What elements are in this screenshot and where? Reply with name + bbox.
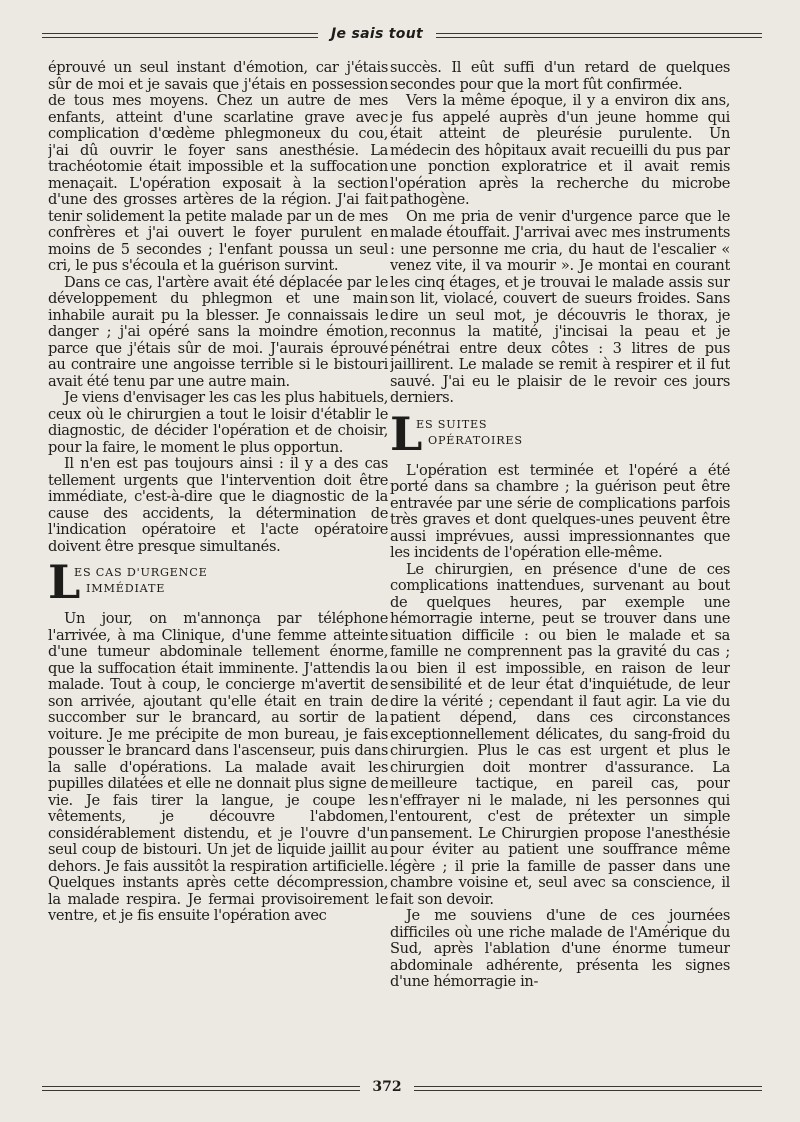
paragraph: Il n'en est pas toujours ainsi : il y a des cas tellement urgents que l'intervention doit être immédiate, c'est-à-dire que le diagnostic de la cause des accidents, la détermination de l'indication opératoire et l'acte opératoire doivent être presque simultanés. [48,455,388,555]
paragraph: Un jour, on m'annonça par téléphone l'arrivée, à ma Clinique, d'une femme atteinte d'une tumeur abdominale tellement énorme, que la suffocation était imminente. J'attendis la malade. Tout à coup, le concierge m'avertit de son arrivée, ajoutant qu'elle était en train de succomber sur le brancard, au sortir de la voiture. Je me précipite de mon bureau, je fais pousser le brancard dans l'ascenseur, puis dans la salle d'opérations. La malade avait les pupilles dilatées et elle ne donnait plus signe de vie. Je fais tirer la langue, je coupe les vêtements, je découvre l'abdomen, considérablement distendu, et je l'ouvre d'un seul coup de bistouri. Un jet de liquide jaillit au dehors. Je fais aussitôt la respiration artificielle. Quelques instants après cette décompression, la malade respira. Je fermai provisoirement le ventre, et je fis ensuite l'opération avec [48,610,388,924]
paragraph: Je me souviens d'une de ces journées difficiles où une riche malade de l'Amérique du Sud, après l'ablation d'une énorme tumeur abdominale adhérente, présenta les signes d'une hémorragie in- [390,907,730,990]
paragraph: On me pria de venir d'urgence parce que le malade étouffait. J'arrivai avec mes instruments : une personne me cria, du haut de l'escalier « venez vite, il va mourir ». Je montai en courant les cinq étages, et je trouvai le malade assis sur son lit, violacé, couvert de sueurs froides. Sans dire un seul mot, je découvris le thorax, je reconnus la matité, j'incisai la peau et je pénétrai entre deux côtes : 3 litres de pus jaillirent. Le malade se remit à respirer et il fut sauvé. J'ai eu le plaisir de le revoir ces jours derniers. [390,207,730,406]
section-heading-urgence [48,555,388,609]
section-heading-line2: OPÉRATOIRES [428,433,523,447]
page-number: 372 [372,1079,402,1095]
drop-cap: L [390,406,422,461]
paragraph: Dans ce cas, l'artère avait été déplacée par le développement du phlegmon et une main inhabile aurait pu la blesser. Je connaissais le danger ; j'ai opéré sans la moindre émotion, parce que j'étais sûr de moi. J'aurais éprouvé au contraire une angoisse terrible si le bistouri avait été tenu par une autre main. [48,273,388,390]
paragraph: Le chirurgien, en présence d'une de ces complications inattendues, survenant au bout de quelques heures, par exemple une hémorragie interne, peut se trouver dans une situation difficile : ou bien le malade et sa famille ne comprennent pas la gravité du cas ; ou bien il est impossible, en raison de leur sensibilité et de leur état d'inquiétude, de leur dire la vérité ; cependant il faut agir. La vie du patient dépend, dans ces circonstances exceptionnellement délicates, du sang-froid du chirurgien. Plus le cas est urgent et plus le chirurgien doit montrer d'assurance. La meilleure tactique, en pareil cas, pour n'effrayer ni le malade, ni les personnes qui l'entourent, c'est de prétexter un simple pansement. Le Chirurgien propose l'anesthésie pour éviter au patient une souffrance même légère ; il prie la famille de passer dans une chambre voisine et, seul avec sa conscience, il fait son devoir. [390,560,730,908]
page-header [42,28,762,48]
section-heading-suites [390,406,730,461]
paragraph: Vers la même époque, il y a environ dix ans, je fus appelé auprès d'un jeune homme qui était atteint de pleurésie purulente. Un médecin des hôpitaux avait recueilli du pus par une ponction exploratrice et il avait remis l'opération après la recherche du microbe pathogène. [390,92,730,208]
page-footer [42,1080,762,1100]
section-heading-line2: IMMÉDIATE [86,582,166,595]
footer-rule-left [42,1086,360,1091]
paragraph: Je viens d'envisager les cas les plus habituels, ceux où le chirurgien a tout le loisir d'établir le diagnostic, de décider l'opération et de choisir, pour la faire, le moment le plus opportun. [48,389,388,456]
paragraph: éprouvé un seul instant d'émotion, car j'étais sûr de moi et je savais que j'étais en possession de tous mes moyens. Chez un autre de mes enfants, atteint d'une scarlatine grave avec complication d'œdème phlegmoneux du cou, j'ai dû ouvrir le foyer sans anesthésie. La trachéotomie était impossible et la suffocation menaçait. L'opération exposait à la section d'une des grosses artères de la région. J'ai fait tenir solidement la petite malade par un de mes confrères et j'ai ouvert le foyer purulent en moins de 5 secondes ; l'enfant poussa un seul cri, le pus s'écoula et la guérison survint. [48,60,388,274]
left-column [48,60,388,1065]
drop-cap: L [48,555,80,609]
paragraph: succès. Il eût suffi d'un retard de quelques secondes pour que la mort fût confirmée. [390,60,730,93]
header-rule-right [436,33,762,38]
footer-rule-right [414,1086,762,1091]
magazine-title: Je sais tout [331,26,423,42]
section-heading-line1: ES SUITES [416,417,488,431]
header-rule-left [42,33,318,38]
paragraph: L'opération est terminée et l'opéré a été porté dans sa chambre ; la guérison peut être entravée par une série de complications parfois très graves et dont quelques-unes peuvent être aussi imprévues, aussi impressionnantes que les incidents de l'opération elle-même. [390,461,730,561]
right-column [390,60,730,1065]
section-heading-line1: ES CAS D'URGENCE [74,566,208,579]
